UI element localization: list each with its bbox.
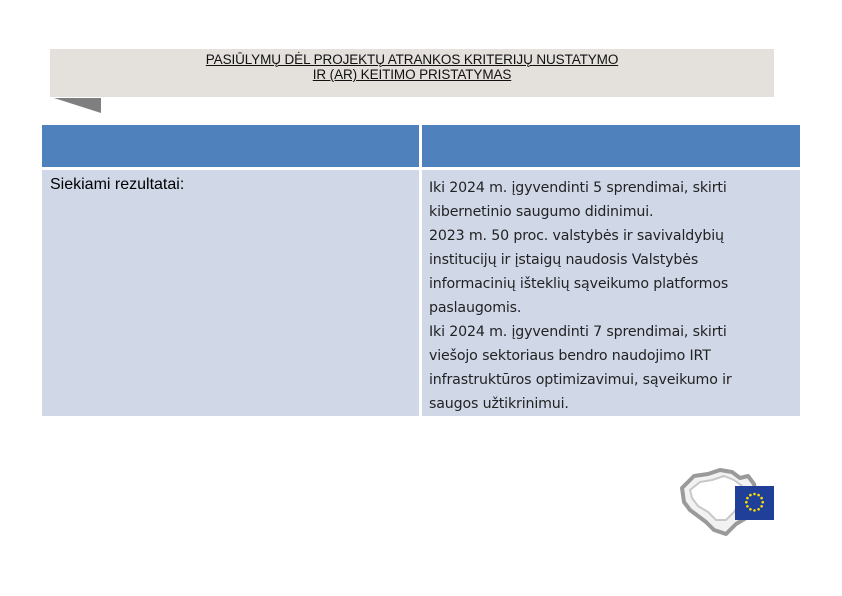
table-row xyxy=(42,170,800,416)
table-header-cell-2 xyxy=(422,125,800,167)
eu-flag-icon xyxy=(735,486,774,520)
table-label-cell xyxy=(42,170,419,416)
row-value-text xyxy=(422,170,800,416)
text-line: Iki 2024 m. įgyvendinti 7 sprendimai, skirti xyxy=(429,324,727,340)
results-table xyxy=(42,125,800,416)
row-label: Siekiami rezultatai: xyxy=(50,176,185,193)
text-line: paslaugomis. xyxy=(429,300,522,316)
page-title-line-2: IR (AR) KEITIMO PRISTATYMAS xyxy=(312,67,512,82)
text-line: institucijų ir įstaigų naudosis Valstybės xyxy=(429,252,699,268)
text-line: infrastruktūros optimizavimui, sąveikumo ir xyxy=(429,372,732,388)
text-line: Iki 2024 m. įgyvendinti 5 sprendimai, skirti xyxy=(429,180,727,196)
table-value-cell xyxy=(422,170,800,416)
table-header-row xyxy=(42,125,800,167)
text-line: 2023 m. 50 proc. valstybės ir savivaldybių xyxy=(429,228,724,244)
lithuania-map-eu-flag-logo-icon xyxy=(676,466,776,538)
text-line: viešojo sektoriaus bendro naudojimo IRT xyxy=(429,348,711,364)
text-line: kibernetinio saugumo didinimui. xyxy=(429,204,654,220)
text-line: informacinių išteklių sąveikumo platformos xyxy=(429,276,729,292)
page-title-line-1: PASIŪLYMŲ DĖL PROJEKTŲ ATRANKOS KRITERIJŲ NUSTATYMO xyxy=(205,52,619,67)
page-title xyxy=(50,52,774,82)
table-header-cell-1 xyxy=(42,125,419,167)
text-line: saugos užtikrinimui. xyxy=(429,396,569,412)
